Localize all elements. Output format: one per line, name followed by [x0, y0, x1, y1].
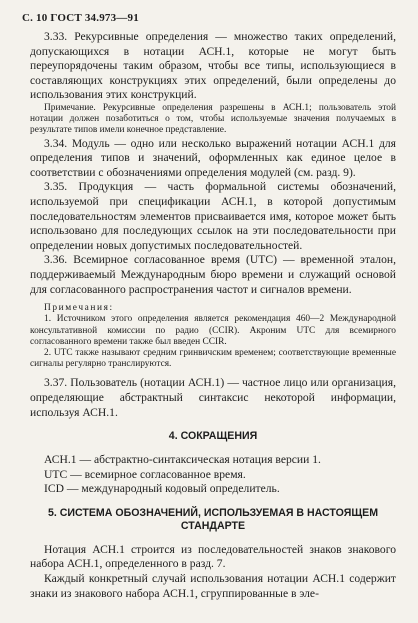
section-5-title-line1: 5. СИСТЕМА ОБОЗНАЧЕНИЙ, ИСПОЛЬЗУЕМАЯ В НАСТОЯЩЕМ: [47, 506, 379, 519]
section-5-paragraph-2: Каждый конкретный случай использования нотации АСН.1 содержит знаки из знакового набора АСН.1, сгруппированные в эле-: [30, 572, 396, 600]
paragraph-3-37: 3.37. Пользователь (нотации АСН.1) — частное лицо или организация, определяющие абстрактный синтаксис некоторой информации, используя АСН.1.: [30, 376, 396, 419]
paragraph-3-33: 3.33. Рекурсивные определения — множество таких определений, допускающихся в нотации АСН.1, которые не могут быть переупорядочены таким образом, чтобы все типы, использующиеся в составляющих конструкциях этих определений, были определены до использования этих конструкций.: [30, 30, 396, 102]
note-3-36-1: 1. Источником этого определения является рекомендация 460—2 Международной консультативной комиссии по радио (CCIR). Акроним UTC для всемирного согласованного времени также был введен CCIR.: [30, 314, 396, 347]
section-5-paragraph-1: Нотация АСН.1 строится из последовательностей знаков знакового набора АСН.1, определенного в разд. 7.: [30, 542, 396, 571]
abbr-item-asn1: АСН.1 — абстрактно-синтаксическая нотация версии 1.: [44, 453, 321, 467]
paragraph-3-36: 3.36. Всемирное согласованное время (UTC) — временной эталон, поддерживаемый Международным бюро времени и служащий основой для согласованного распространения частот и сигналов времени.: [30, 253, 396, 296]
abbr-item-icd: ICD — международный кодовый определитель.: [44, 482, 280, 496]
section-5-title-line2: СТАНДАРТЕ: [180, 519, 246, 532]
abbr-item-utc: UTC — всемирное согласованное время.: [44, 467, 246, 481]
section-5-title: [30, 507, 396, 533]
paragraph-3-34: 3.34. Модуль — одно или несколько выражений нотации АСН.1 для определения типов и значений, оформленных как единое целое в соответствии с обозначениями определения модулей (см. разд. 9).: [30, 136, 396, 179]
section-4-title: 4. СОКРАЩЕНИЯ: [168, 430, 258, 443]
notes-title: Примечания:: [44, 303, 114, 314]
page-header: С. 10 ГОСТ 34.973—91: [22, 12, 139, 24]
note-3-33: Примечание. Рекурсивные определения разрешены в АСН.1; пользователь этой нотации должен позаботиться о том, чтобы используемые значения получаемых в результате типов имели конечное представление.: [30, 102, 396, 136]
note-3-36-2: 2. UTC также называют средним гринвичским временем; соответствующие временные сигналы регулярно транслируются.: [30, 347, 396, 370]
paragraph-3-35: 3.35. Продукция — часть формальной системы обозначений, используемой при спецификации АСН.1, в которой допустимым последовательностям элементов присваивается имя, которое может быть использовано для последующих ссылок на эти последовательности при определении новых допустимых последовательностей.: [30, 180, 396, 252]
